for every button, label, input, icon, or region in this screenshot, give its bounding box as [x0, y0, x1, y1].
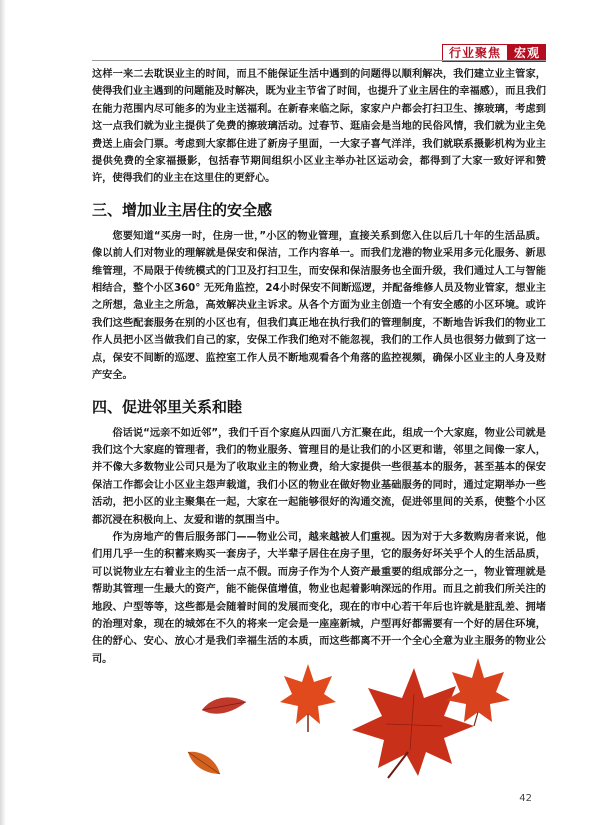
maple-leaf-right-icon: [444, 656, 512, 726]
section-tag-label: 行业聚焦: [442, 44, 508, 62]
section-4-title: 四、促进邻里关系和睦: [92, 397, 243, 416]
sub-tag-label: 宏观: [508, 44, 546, 62]
section-3-title: 三、增加业主居住的安全感: [92, 200, 273, 219]
section-3-paragraph: 您要知道“买房一时，住房一世，”小区的物业管理，直接关系到您入住以后几十年的生活品质。像以前人们对物业的理解就是保安和保洁，工作内容单一。而我们龙港的物业采用多元化服务、新思维管理，不局限于传统模式的门卫及打扫卫生，而安保和保洁服务也全面升级，我们通过人工与智能相结合，整个小区360° 无死角监控，24小时保安不间断巡逻，并配备维修人员及物业管家，想业主之所想，急业主之所急，高效解决业主诉求。从各个方面为业主创造一个有安全感的小区环境。或许我们这些配套服务在别的小区也有，但我们真正地在执行我们的管理制度，不断地告诉我们的物业工作人员把小区当做我们自己的家，安保工作我们绝对不能忽视，我们的工作人员也很努力做到了这一点，保安不间断的巡逻、监控室工作人员不断地观看各个角落的监控视频，确保小区业主的人身及财产安全。: [92, 230, 546, 382]
article-body: [92, 66, 546, 668]
intro-paragraph: 这样一来二去耽误业主的时间，而且不能保证生活中遇到的问题得以顺利解决，我们建立业主管家，使得我们业主遇到的问题能及时解决，既为业主节省了时间，也提升了业主居住的幸福感），而且我们在能力范围内尽可能多的为业主送福利。在新春来临之际，家家户户都会打扫卫生、擦玻璃，考虑到这一点我们就为业主提供了免费的擦玻璃活动。过春节、逛庙会是当地的民俗风情，我们就为业主免费送上庙会门票。考虑到大家都住进了新房子里面，一大家子喜气洋洋，我们就联系摄影机构为业主提供免费的全家福摄影，包括春节期间组织小区业主举办社区运动会，都得到了大家一致好评和赞许，使得我们的业主在这里住的更舒心。: [92, 69, 546, 185]
header-rule: [92, 60, 546, 61]
page-binding-shadow: [0, 0, 6, 825]
maple-leaf-medium-icon: [278, 662, 338, 734]
small-leaf-bottom-icon: [186, 748, 222, 778]
small-leaf-left-icon: [200, 694, 248, 720]
page-number: 42: [519, 793, 532, 804]
section-4-paragraph-1: 俗话说“远亲不如近邻”，我们千百个家庭从四面八方汇聚在此，组成一个大家庭，物业公司就是我们这个大家庭的管理者，我们的物业服务、管理目的是让我们的小区更和谐，邻里之间像一家人，并不像大多数物业公司只是为了收取业主的物业费，给大家提供一些很基本的服务，甚至基本的保安保洁工作都会让小区业主怨声载道，我们小区的物业在做好物业基础服务的同时，通过定期举办一些活动，把小区的业主聚集在一起，大家在一起能够很好的沟通交流，促进邻里间的关系，使整个小区都沉浸在积极向上、友爱和谐的氛围当中。: [92, 427, 546, 526]
section-4-paragraph-2: 作为房地产的售后服务部门——物业公司，越来越被人们重视。因为对于大多数购房者来说，他们用几乎一生的积蓄来购买一套房子，大半辈子居住在房子里，它的服务好坏关乎个人的生活品质，可以说物业左右着业主的生活一点不假。而房子作为个人资产最重要的组成部分之一，物业管理就是帮助其管理一生最大的资产，能不能保值增值，物业也起着影响深远的作用。而且之前我们所关注的地段、户型等等，这些都是会随着时间的发展而变化，现在的市中心若干年后也许就是脏乱差、拥堵的治理对象，现在的城郊在不久的将来一定会是一座座新城，户型再好都需要有一个好的居住环境，住的舒心、安心、放心才是我们幸福生活的本质，而这些都离不开一个全心全意为业主服务的物业公司。: [92, 531, 546, 665]
